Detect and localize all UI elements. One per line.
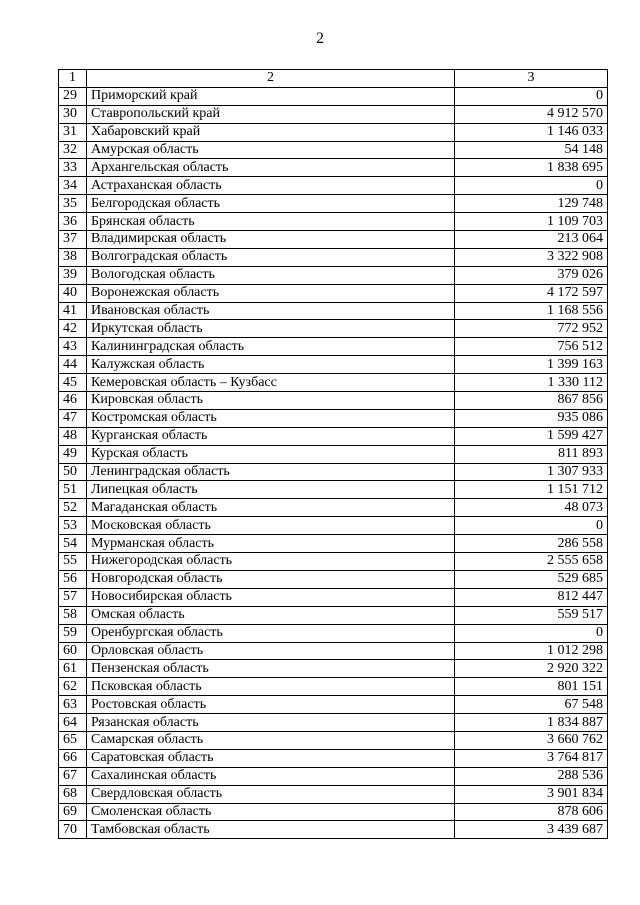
amount-cell: 867 856 [455,392,608,410]
amount-cell: 801 151 [455,678,608,696]
table-row [59,624,608,642]
table-row [59,123,608,141]
region-name-cell: Нижегородская область [87,553,455,571]
table-row [59,714,608,732]
amount-cell: 756 512 [455,338,608,356]
row-number-cell: 67 [59,767,87,785]
table-row [59,463,608,481]
table-row [59,803,608,821]
table-row [59,213,608,231]
region-name-cell: Ивановская область [87,302,455,320]
region-name-cell: Калининградская область [87,338,455,356]
region-name-cell: Пензенская область [87,660,455,678]
region-name-cell: Оренбургская область [87,624,455,642]
region-name-cell: Воронежская область [87,284,455,302]
row-number-cell: 56 [59,570,87,588]
region-name-cell: Самарская область [87,731,455,749]
table-row [59,445,608,463]
table-row [59,660,608,678]
region-name-cell: Курская область [87,445,455,463]
row-number-cell: 68 [59,785,87,803]
row-number-cell: 29 [59,87,87,105]
amount-cell: 3 439 687 [455,821,608,839]
amount-cell: 2 555 658 [455,553,608,571]
header-cell-number: 1 [59,70,87,88]
row-number-cell: 34 [59,177,87,195]
row-number-cell: 53 [59,517,87,535]
amount-cell: 772 952 [455,320,608,338]
amount-cell: 1 330 112 [455,374,608,392]
region-name-cell: Курганская область [87,427,455,445]
row-number-cell: 43 [59,338,87,356]
region-name-cell: Приморский край [87,87,455,105]
row-number-cell: 32 [59,141,87,159]
region-name-cell: Хабаровский край [87,123,455,141]
region-name-cell: Ростовская область [87,696,455,714]
row-number-cell: 48 [59,427,87,445]
region-name-cell: Кемеровская область – Кузбасс [87,374,455,392]
region-name-cell: Калужская область [87,356,455,374]
table-header [59,70,608,88]
amount-cell: 1 834 887 [455,714,608,732]
table-row [59,374,608,392]
row-number-cell: 62 [59,678,87,696]
amount-cell: 1 168 556 [455,302,608,320]
row-number-cell: 45 [59,374,87,392]
amount-cell: 67 548 [455,696,608,714]
row-number-cell: 59 [59,624,87,642]
row-number-cell: 37 [59,231,87,249]
amount-cell: 1 307 933 [455,463,608,481]
region-name-cell: Вологодская область [87,266,455,284]
region-name-cell: Орловская область [87,642,455,660]
table-row [59,731,608,749]
region-name-cell: Новгородская область [87,570,455,588]
region-name-cell: Мурманская область [87,535,455,553]
row-number-cell: 52 [59,499,87,517]
row-number-cell: 50 [59,463,87,481]
amount-cell: 288 536 [455,767,608,785]
row-number-cell: 66 [59,749,87,767]
region-name-cell: Иркутская область [87,320,455,338]
table-row [59,231,608,249]
amount-cell: 1 146 033 [455,123,608,141]
table-row [59,159,608,177]
row-number-cell: 49 [59,445,87,463]
amount-cell: 812 447 [455,588,608,606]
region-name-cell: Белгородская область [87,195,455,213]
table-row [59,177,608,195]
region-name-cell: Псковская область [87,678,455,696]
header-cell-value: 3 [455,70,608,88]
amount-cell: 2 920 322 [455,660,608,678]
row-number-cell: 51 [59,481,87,499]
table-row [59,302,608,320]
amount-cell: 878 606 [455,803,608,821]
row-number-cell: 57 [59,588,87,606]
amount-cell: 1 399 163 [455,356,608,374]
row-number-cell: 30 [59,105,87,123]
amount-cell: 4 172 597 [455,284,608,302]
regions-table [58,69,608,839]
row-number-cell: 36 [59,213,87,231]
header-row [59,70,608,88]
amount-cell: 4 912 570 [455,105,608,123]
region-name-cell: Ставропольский край [87,105,455,123]
region-name-cell: Тамбовская область [87,821,455,839]
table-row [59,481,608,499]
region-name-cell: Амурская область [87,141,455,159]
table-row [59,553,608,571]
region-name-cell: Магаданская область [87,499,455,517]
table-row [59,87,608,105]
amount-cell: 48 073 [455,499,608,517]
row-number-cell: 70 [59,821,87,839]
table-row [59,409,608,427]
region-name-cell: Волгоградская область [87,248,455,266]
header-cell-region: 2 [87,70,455,88]
region-name-cell: Архангельская область [87,159,455,177]
row-number-cell: 39 [59,266,87,284]
table-row [59,821,608,839]
row-number-cell: 42 [59,320,87,338]
region-name-cell: Омская область [87,606,455,624]
region-name-cell: Ленинградская область [87,463,455,481]
region-name-cell: Саратовская область [87,749,455,767]
region-name-cell: Костромская область [87,409,455,427]
row-number-cell: 40 [59,284,87,302]
amount-cell: 935 086 [455,409,608,427]
table-row [59,606,608,624]
region-name-cell: Новосибирская область [87,588,455,606]
region-name-cell: Московская область [87,517,455,535]
table-row [59,588,608,606]
table-row [59,535,608,553]
row-number-cell: 55 [59,553,87,571]
row-number-cell: 33 [59,159,87,177]
amount-cell: 0 [455,624,608,642]
row-number-cell: 63 [59,696,87,714]
region-name-cell: Свердловская область [87,785,455,803]
amount-cell: 529 685 [455,570,608,588]
table-row [59,320,608,338]
amount-cell: 3 660 762 [455,731,608,749]
page-number: 2 [316,30,324,47]
row-number-cell: 65 [59,731,87,749]
row-number-cell: 69 [59,803,87,821]
row-number-cell: 47 [59,409,87,427]
table-row [59,517,608,535]
row-number-cell: 46 [59,392,87,410]
table-row [59,356,608,374]
amount-cell: 3 322 908 [455,248,608,266]
table-row [59,767,608,785]
amount-cell: 54 148 [455,141,608,159]
row-number-cell: 58 [59,606,87,624]
table-row [59,284,608,302]
row-number-cell: 31 [59,123,87,141]
region-name-cell: Липецкая область [87,481,455,499]
amount-cell: 3 764 817 [455,749,608,767]
row-number-cell: 64 [59,714,87,732]
amount-cell: 213 064 [455,231,608,249]
table-row [59,141,608,159]
table-row [59,392,608,410]
amount-cell: 1 109 703 [455,213,608,231]
row-number-cell: 54 [59,535,87,553]
row-number-cell: 38 [59,248,87,266]
table-row [59,642,608,660]
table-row [59,266,608,284]
amount-cell: 1 151 712 [455,481,608,499]
table-row [59,427,608,445]
amount-cell: 3 901 834 [455,785,608,803]
region-name-cell: Владимирская область [87,231,455,249]
amount-cell: 0 [455,87,608,105]
region-name-cell: Сахалинская область [87,767,455,785]
table-row [59,338,608,356]
amount-cell: 286 558 [455,535,608,553]
region-name-cell: Кировская область [87,392,455,410]
table-body [59,87,608,838]
table-row [59,749,608,767]
amount-cell: 0 [455,177,608,195]
amount-cell: 1 838 695 [455,159,608,177]
amount-cell: 559 517 [455,606,608,624]
amount-cell: 1 599 427 [455,427,608,445]
table-row [59,696,608,714]
table-row [59,248,608,266]
amount-cell: 129 748 [455,195,608,213]
row-number-cell: 44 [59,356,87,374]
table-row [59,195,608,213]
row-number-cell: 41 [59,302,87,320]
amount-cell: 0 [455,517,608,535]
table-row [59,785,608,803]
row-number-cell: 35 [59,195,87,213]
amount-cell: 379 026 [455,266,608,284]
amount-cell: 1 012 298 [455,642,608,660]
region-name-cell: Брянская область [87,213,455,231]
table-row [59,570,608,588]
region-name-cell: Астраханская область [87,177,455,195]
region-name-cell: Смоленская область [87,803,455,821]
row-number-cell: 60 [59,642,87,660]
region-name-cell: Рязанская область [87,714,455,732]
amount-cell: 811 893 [455,445,608,463]
table-row [59,105,608,123]
table-row [59,678,608,696]
row-number-cell: 61 [59,660,87,678]
table-row [59,499,608,517]
